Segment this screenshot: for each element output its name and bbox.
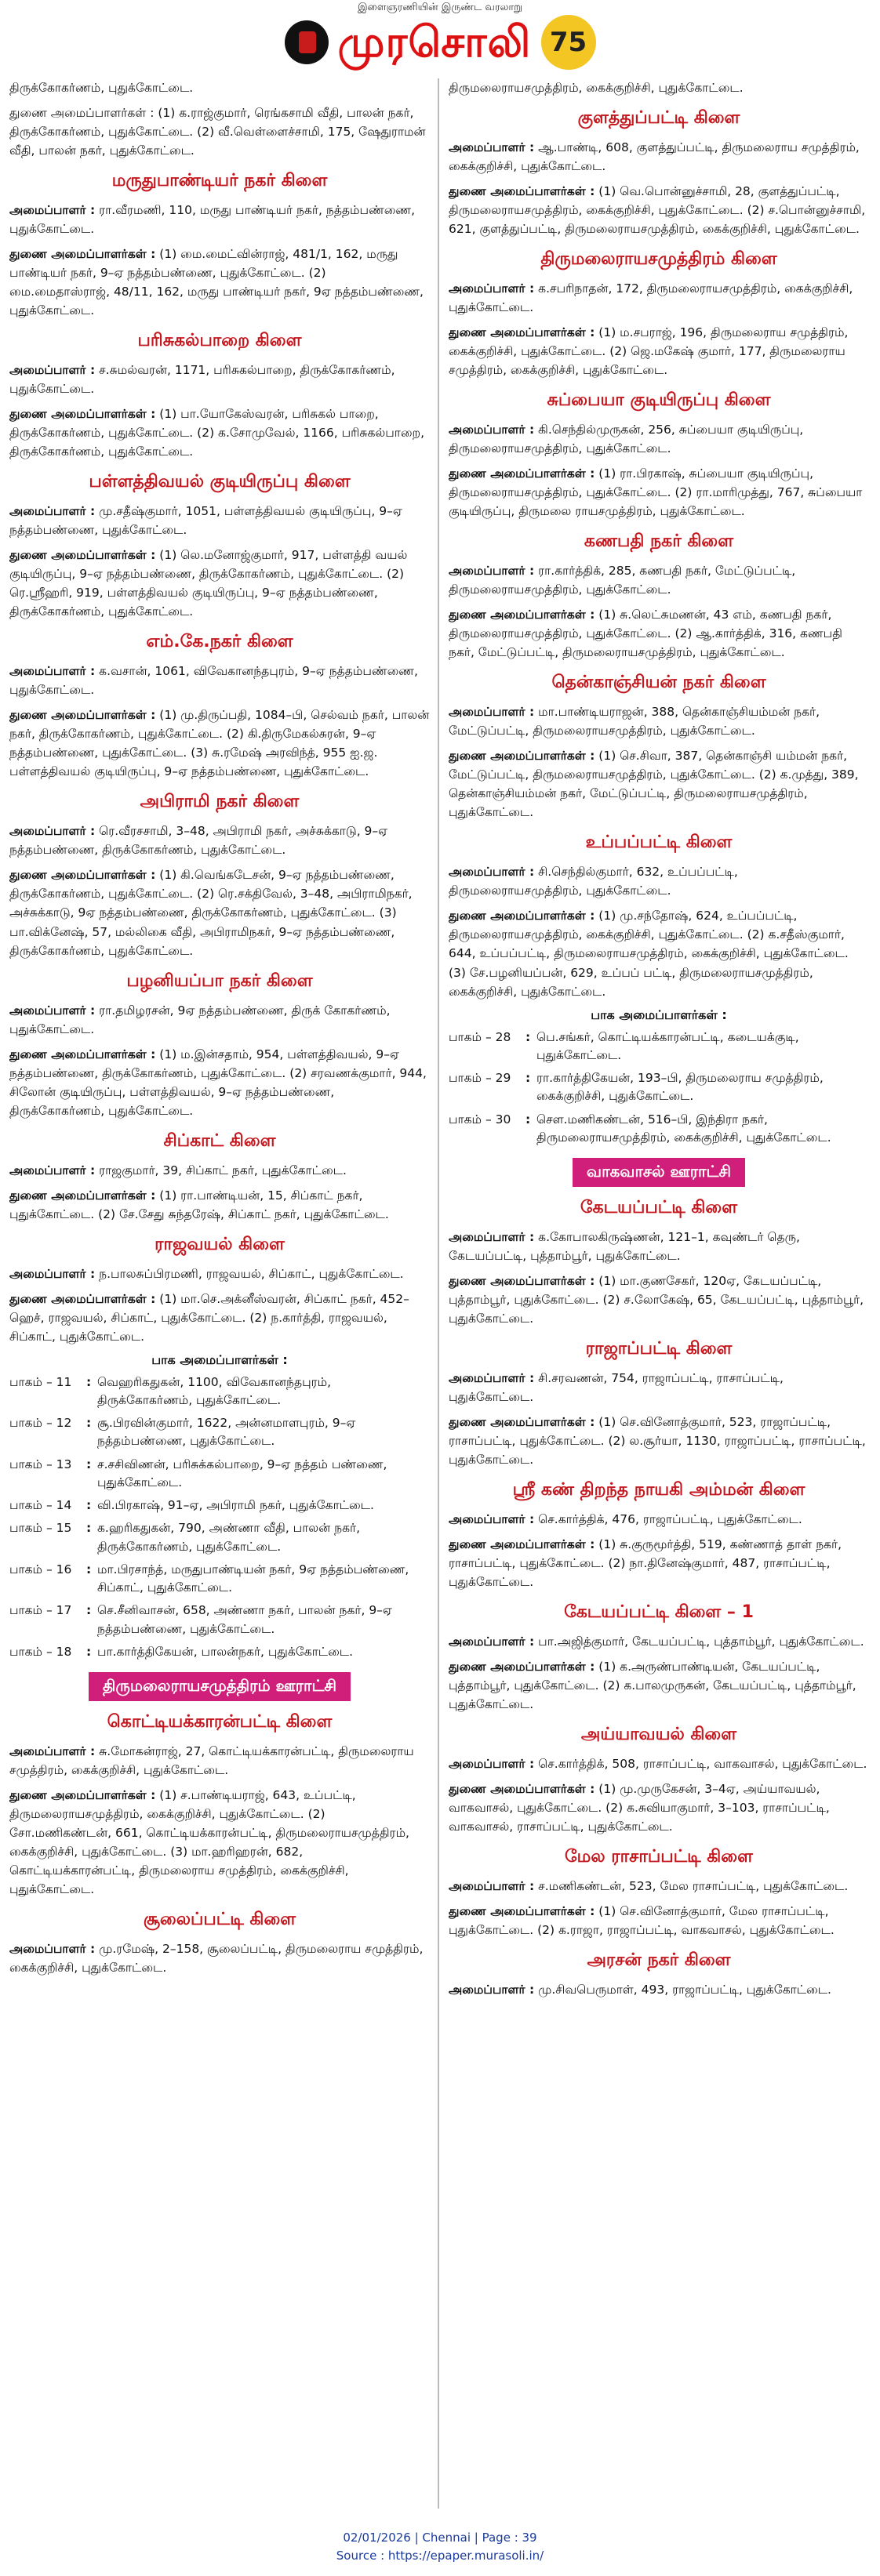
bearer-details: ரா.கார்த்திக், 285, கணபதி நகர், மேட்டுப்பட்டி, திருமலைராயசமுத்திரம், புதுக்கோட்டை.: [449, 564, 796, 597]
ward-number: பாகம் – 18: [9, 1644, 72, 1659]
bearer-details: க.கோபாலகிருஷ்ணன், 121–1, கவுண்டர் தெரு, கேடயப்பட்டி, புத்தாம்பூர், புதுக்கோட்டை.: [449, 1230, 800, 1264]
office-bearer-entry: [449, 1228, 869, 1265]
bearer-details: (1) கி.வெங்கடேசன், 9–ஏ நத்தம்பண்ணை, திருக்கோகர்ணம், புதுக்கோட்டை. (2) ரெ.சக்திவேல், 3–48, அபிராமிநகர், அச்சுக்காடு, 9ஏ நத்தம்பண்ணை, திருக்கோகர்ணம், புதுக்கோட்டை. (3) பா.விக்னேஷ், 57, மல்லிகை வீதி, அபிராமிநகர், 9–ஏ நத்தம்பண்ணை, திருக்கோகர்ணம், புதுக்கோட்டை.: [9, 868, 413, 958]
role-label: துணை அமைப்பாளர்கள் :: [449, 1274, 595, 1289]
role-label: அமைப்பாளர் :: [449, 1757, 535, 1772]
office-bearer-entry: [449, 1780, 869, 1836]
left-column: [9, 78, 430, 2509]
bearer-details: சி.சரவணன், 754, ராஜாப்பட்டி, ராசாப்பட்டி, புதுக்கோட்டை.: [449, 1371, 784, 1405]
branch-heading: குளத்துப்பட்டி கிளை: [577, 108, 740, 129]
role-label: துணை அமைப்பாளர்கள் :: [9, 868, 156, 883]
ward-organiser: ச.சசிவிணன், பரிசுக்கல்பாறை, 9–ஏ நத்தம் பண்ணை, புதுக்கோட்டை.: [97, 1457, 387, 1489]
office-bearer-entry: [449, 1902, 869, 1939]
bearer-details: மா.பாண்டியராஜன், 388, தென்காஞ்சியம்மன் நகர், மேட்டுப்பட்டி, திருமலைராயசமுத்திரம், புதுக்கோட்டை.: [449, 705, 820, 738]
bearer-details: ராஜகுமார், 39, சிப்காட் நகர், புதுக்கோட்டை.: [99, 1163, 347, 1177]
bearer-details: ந.பாலசுப்பிரமணி, ராஜவயல், சிப்காட், புதுக்கோட்டை.: [99, 1266, 404, 1281]
ward-organiser: செ.சீனிவாசன், 658, அண்ணா நகர், பாலன் நகர், 9–ஏ நத்தம்பண்ணை, புதுக்கோட்டை.: [97, 1603, 392, 1636]
office-bearer-entry: [9, 546, 430, 621]
ward-organiser: மா.பிரசாந்த், மருதுபாண்டியன் நகர், 9ஏ நத்தம்பண்ணை, சிப்காட், புதுக்கோட்டை.: [97, 1562, 409, 1595]
office-bearer-entry: [9, 201, 430, 238]
ward-number: பாகம் – 15: [9, 1521, 72, 1536]
ward-organiser: வி.பிரகாஷ், 91–ஏ, அபிராமி நகர், புதுக்கோட்டை.: [97, 1498, 374, 1513]
office-bearer-entry: [9, 1742, 430, 1780]
office-bearer-entry: [449, 906, 869, 1000]
role-label: அமைப்பாளர் :: [9, 1942, 96, 1957]
office-bearer-entry: [9, 822, 430, 859]
office-bearer-entry: [9, 1045, 430, 1120]
role-label: துணை அமைப்பாளர்கள் :: [449, 1782, 595, 1797]
role-label: துணை அமைப்பாளர்கள் :: [9, 247, 156, 262]
bearer-details: (1) ம.இன்சதாம், 954, பள்ளத்திவயல், 9–ஏ நத்தம்பண்ணை, திருக்கோகர்ணம், புதுக்கோட்டை. (2) சரவணக்குமார், 944, சிலோன் குடியிருப்பு, பள்ளத்திவயல், 9–ஏ நத்தம்பண்ணை, திருக்கோகர்ணம், புதுக்கோட்டை.: [9, 1047, 427, 1118]
masthead-logo-group: [285, 15, 596, 70]
ward-row: [449, 1111, 869, 1148]
ward-number: பாகம் – 14: [9, 1498, 72, 1513]
ward-row: [9, 1497, 430, 1515]
role-label: துணை அமைப்பாளர்கள் :: [9, 407, 156, 422]
masthead-tagline: இளைஞரணியின் இருண்ட வரலாறு: [357, 2, 523, 13]
role-label: அமைப்பாளர் :: [449, 1512, 535, 1527]
panchayat-banner: [449, 1158, 869, 1187]
branch-heading: அபிராமி நகர் கிளை: [140, 792, 300, 812]
office-bearer-entry: [449, 279, 869, 317]
branch-heading: ராஜாப்பட்டி கிளை: [585, 1339, 733, 1359]
bearer-details: (1) செ.சிவா, 387, தென்காஞ்சி யம்மன் நகர், மேட்டுப்பட்டி, திருமலைராயசமுத்திரம், புதுக்கோட்டை. (2) க.முத்து, 389, தென்காஞ்சியம்மன் நகர், மேட்டுப்பட்டி, திருமலைராயசமுத்திரம், புதுக்கோட்டை.: [449, 749, 859, 820]
role-label: துணை அமைப்பாளர்கள் :: [449, 1660, 595, 1674]
bearer-details: பா.அஜித்குமார், கேடயப்பட்டி, புத்தாம்பூர், புதுக்கோட்டை.: [538, 1634, 864, 1649]
role-label: அமைப்பாளர் :: [449, 1879, 535, 1894]
office-bearer-entry: [449, 323, 869, 379]
office-bearer-entry: [9, 1161, 430, 1180]
role-label: அமைப்பாளர் :: [449, 423, 535, 437]
role-label: அமைப்பாளர் :: [9, 203, 96, 218]
role-label: துணை அமைப்பாளர்கள் :: [9, 548, 156, 563]
ward-separator: :: [86, 1521, 92, 1536]
ward-separator: :: [86, 1457, 92, 1471]
bearer-details: ஆ.பாண்டி, 608, குளத்துப்பட்டி, திருமலைராய சமுத்திரம், கைக்குறிச்சி, புதுக்கோட்டை.: [449, 140, 860, 174]
office-bearer-entry: [449, 1754, 869, 1773]
page-footer: [0, 2529, 880, 2564]
footer-date-line: 02/01/2026 | Chennai | Page : 39: [343, 2531, 537, 2545]
ward-row: [9, 1373, 430, 1410]
ward-organiser: க.ஹரிகதுகன், 790, அண்ணா வீதி, பாலன் நகர், திருக்கோகர்ணம், புதுக்கோட்டை.: [97, 1521, 361, 1554]
role-label: துணை அமைப்பாளர்கள் :: [449, 909, 595, 923]
office-bearer-entry: [449, 420, 869, 458]
bearer-details: (1) மு.திருப்பதி, 1084–பி, செல்வம் நகர், பாலன் நகர், திருக்கோகர்ணம், புதுக்கோட்டை. (2) கி.திருமேகல்சுரன், 9–ஏ நத்தம்பண்ணை, புதுக்கோட்டை. (3) சு.ரமேஷ் அரவிந்த், 955 ஐ.ஜ. பள்ளத்திவயல் குடியிருப்பு, 9–ஏ நத்தம்பண்ணை, புதுக்கோட்டை.: [9, 708, 430, 779]
bearer-details: (1) சு.குருமூர்த்தி, 519, கண்ணாத் தாள் நகர், ராசாப்பட்டி, புதுக்கோட்டை. (2) நா.தினேஷ்குமார், 487, ராசாப்பட்டி, புதுக்கோட்டை.: [449, 1537, 842, 1590]
ward-row: [449, 1069, 869, 1106]
office-bearer-entry: [9, 706, 430, 781]
office-bearer-entry: [9, 1264, 430, 1283]
role-label: அமைப்பாளர் :: [9, 824, 96, 839]
role-label: அமைப்பாளர் :: [449, 1371, 535, 1386]
office-bearer-entry: [9, 245, 430, 320]
office-bearer-entry: [449, 1272, 869, 1328]
bearer-details: சு.மோகன்ராஜ், 27, கொட்டியக்காரன்பட்டி, திருமலைராய சமுத்திரம், கைக்குறிச்சி, புதுக்கோட்டை.: [9, 1744, 414, 1778]
ward-row: [9, 1414, 430, 1451]
office-bearer-entry: [9, 405, 430, 461]
bearer-details: (1) மு.சந்தோஷ், 624, உப்பப்பட்டி, திருமலைராயசமுத்திரம், கைக்குறிச்சி, புதுக்கோட்டை. (2) க.சதீஸ்குமார், 644, உப்பப்பட்டி, திருமலைராயசமுத்திரம், கைக்குறிச்சி, புதுக்கோட்டை. (3) சே.பழனியப்பன், 629, உப்பப் பட்டி, திருமலைராயசமுத்திரம், கைக்குறிச்சி, புதுக்கோட்டை.: [449, 909, 849, 999]
branch-heading: திருமலைராயசமுத்திரம் கிளை: [540, 249, 777, 270]
role-label: துணை அமைப்பாளர்கள் :: [9, 1291, 156, 1306]
office-bearer-entry: [9, 361, 430, 398]
branch-heading: மேல ராசாப்பட்டி கிளை: [565, 1847, 753, 1867]
branch-heading: கேடயப்பட்டி கிளை – 1: [564, 1602, 754, 1623]
role-label: அமைப்பாளர் :: [9, 1163, 96, 1177]
office-bearer-entry: [449, 1369, 869, 1406]
office-bearer-entry: [449, 1413, 869, 1469]
bearer-details: (1) பா.யோகேஸ்வரன், பரிசுகல் பாறை, திருக்கோகர்ணம், புதுக்கோட்டை. (2) க.சோமுவேல், 1166, பரிசுகல்பாறை, திருக்கோகர்ணம், புதுக்கோட்டை.: [9, 407, 424, 459]
bearer-details: க.வசான், 1061, விவேகானந்தபுரம், 9–ஏ நத்தம்பண்ணை, புதுக்கோட்டை.: [9, 664, 418, 698]
office-bearer-entry: [449, 561, 869, 599]
role-label: துணை அமைப்பாளர்கள் :: [449, 1537, 595, 1552]
role-label: துணை அமைப்பாளர்கள் :: [449, 466, 595, 481]
panchayat-banner-label: திருமலைராயசமுத்திரம் ஊராட்சி: [89, 1672, 351, 1701]
role-label: அமைப்பாளர் :: [9, 1744, 96, 1759]
ward-organiser: பா.கார்த்திகேயன், பாலன்நகர், புதுக்கோட்டை.: [97, 1644, 354, 1659]
branch-heading: மருதுபாண்டியர் நகர் கிளை: [111, 171, 328, 191]
bearer-details: (1) லெ.மனோஜ்குமார், 917, பள்ளத்தி வயல் குடியிருப்பு, 9–ஏ நத்தம்பண்ணை, திருக்கோகர்ணம், புதுக்கோட்டை. (2) ரெ.ஸ்ரீஹரி, 919, பள்ளத்திவயல் குடியிருப்பு, 9–ஏ நத்தம்பண்ணை, திருக்கோகர்ணம், புதுக்கோட்டை.: [9, 548, 408, 619]
role-label: அமைப்பாளர் :: [9, 664, 96, 679]
office-bearer-entry: [9, 1290, 430, 1346]
role-label: அமைப்பாளர் :: [9, 1003, 96, 1018]
bearer-details: (1) க.அருண்பாண்டியன், கேடயப்பட்டி, புத்தாம்பூர், புதுக்கோட்டை. (2) க.பாலமுருகன், கேடயப்பட்டி, புத்தாம்பூர், புதுக்கோட்டை.: [449, 1660, 856, 1712]
bearer-details: சி.செந்தில்குமார், 632, உப்பப்பட்டி, திருமலைராயசமுத்திரம், புதுக்கோட்டை.: [449, 865, 738, 898]
bearer-details: ச.மணிகண்டன், 523, மேல ராசாப்பட்டி, புதுக்கோட்டை.: [538, 1879, 849, 1894]
ward-separator: :: [86, 1498, 92, 1513]
branch-heading: உப்பப்பட்டி கிளை: [585, 833, 733, 853]
newspaper-logo: முரசொலி: [337, 17, 532, 67]
right-column: [449, 78, 869, 2509]
party-emblem-icon: [285, 20, 329, 64]
bearer-details: (1) ம.சபராஜ், 196, திருமலைராய சமுத்திரம், கைக்குறிச்சி, புதுக்கோட்டை. (2) ஜெ.மகேஷ் குமார், 177, திருமலைராய சமுத்திரம், கைக்குறிச்சி, புதுக்கோட்டை.: [449, 325, 849, 378]
branch-heading: சூலைப்பட்டி கிளை: [143, 1910, 296, 1930]
bearer-details: செ.கார்த்திக், 476, ராஜாப்பட்டி, புதுக்கோட்டை.: [538, 1512, 802, 1527]
ward-organiser: வெஹரிகதுகன், 1100, விவேகானந்தபுரம், திருக்கோகர்ணம், புதுக்கோட்டை.: [97, 1374, 332, 1407]
branch-heading: கணபதி நகர் கிளை: [584, 532, 734, 552]
ward-row: [449, 1029, 869, 1065]
role-label: துணை அமைப்பாளர்கள் :: [449, 325, 595, 340]
branch-heading: அய்யாவயல் கிளை: [580, 1725, 737, 1745]
office-bearer-entry: [9, 1001, 430, 1039]
office-bearer-entry: [9, 502, 430, 539]
ward-separator: :: [86, 1416, 92, 1431]
branch-heading: எம்.கே.நகர் கிளை: [146, 632, 293, 652]
bearer-details: ரா.தமிழரசன், 9ஏ நத்தம்பண்ணை, திருக் கோகர்ணம், புதுக்கோட்டை.: [9, 1003, 391, 1036]
role-label: துணை அமைப்பாளர்கள் :: [449, 749, 595, 764]
office-bearer-entry: [9, 662, 430, 699]
ward-separator: :: [86, 1644, 92, 1659]
role-label: துணை அமைப்பாளர்கள் :: [9, 1788, 156, 1803]
anniversary-badge: 75: [541, 15, 596, 70]
bearer-details: கி.செந்தில்முருகன், 256, சுப்பையா குடியிருப்பு, திருமலைராயசமுத்திரம், புதுக்கோட்டை.: [449, 423, 804, 456]
ward-row: [9, 1643, 430, 1661]
bearer-details: ரா.வீரமணி, 110, மருது பாண்டியர் நகர், நத்தம்பண்ணை, புதுக்கோட்டை.: [9, 203, 416, 237]
role-label: துணை அமைப்பாளர்கள் :: [9, 708, 156, 723]
ward-separator: :: [86, 1603, 92, 1618]
role-label: துணை அமைப்பாளர்கள் :: [449, 1904, 595, 1919]
branch-heading: தென்காஞ்சியன் நகர் கிளை: [551, 673, 766, 693]
role-label: அமைப்பாளர் :: [9, 1266, 96, 1281]
office-bearer-entry: [449, 1632, 869, 1651]
bearer-details: (1) மை.மைட்வின்ராஜ், 481/1, 162, மருது பாண்டியர் நகர், 9–ஏ நத்தம்பண்ணை, புதுக்கோட்டை. (2) மை.மைதாஸ்ராஜ், 48/11, 162, மருது பாண்டியர் நகர், 9ஏ நத்தம்பண்ணை, புதுக்கோட்டை.: [9, 247, 424, 318]
masthead: [0, 0, 880, 75]
office-bearer-entry: [449, 1877, 869, 1896]
panchayat-banner: [9, 1672, 430, 1701]
role-label: துணை அமைப்பாளர்கள் :: [9, 1188, 156, 1203]
continued-text: திருக்கோகர்ணம், புதுக்கோட்டை.: [9, 81, 194, 95]
role-label: துணை அமைப்பாளர்கள் :: [449, 184, 595, 199]
ward-number: பாகம் – 17: [9, 1603, 72, 1618]
office-bearer-entry: [449, 1980, 869, 1999]
role-label: அமைப்பாளர் :: [449, 281, 535, 296]
office-bearer-entry: [449, 746, 869, 822]
continued-text: திருமலைராயசமுத்திரம், கைக்குறிச்சி, புதுக்கோட்டை.: [449, 81, 744, 95]
office-bearer-entry: [449, 605, 869, 662]
branch-heading: பள்ளத்திவயல் குடியிருப்பு கிளை: [89, 472, 351, 492]
role-label: அமைப்பாளர் :: [449, 865, 535, 880]
role-label: அமைப்பாளர் :: [9, 363, 96, 378]
office-bearer-entry: [449, 182, 869, 238]
ward-number: பாகம் – 29: [449, 1071, 511, 1086]
branch-heading: பழனியப்பா நகர் கிளை: [126, 971, 313, 991]
role-label: அமைப்பாளர் :: [449, 705, 535, 720]
bearer-details: (1) ச.பாண்டியராஜ், 643, உப்பட்டி, திருமலைராயசமுத்திரம், கைக்குறிச்சி, புதுக்கோட்டை. (2) சோ.மணிகண்டன், 661, கொட்டியக்காரன்பட்டி, திருமலைராயசமுத்திரம், கைக்குறிச்சி, புதுக்கோட்டை. (3) மா.ஹரிஹரன், 682, கொட்டியக்காரன்பட்டி, திருமலைராய சமுத்திரம், கைக்குறிச்சி, புதுக்கோட்டை.: [9, 1788, 409, 1897]
role-label: அமைப்பாளர் :: [449, 1230, 535, 1245]
ward-separator: :: [86, 1562, 92, 1576]
ward-organisers-heading: பாக அமைப்பாளர்கள் :: [591, 1007, 727, 1022]
ward-organiser: சௌ.மணிகண்டன், 516–பி, இந்திரா நகர், திருமலைராயசமுத்திரம், கைக்குறிச்சி, புதுக்கோட்டை.: [536, 1112, 831, 1145]
office-bearer-entry: [449, 138, 869, 176]
role-label: அமைப்பாளர் :: [449, 140, 535, 155]
ward-row: [9, 1561, 430, 1598]
ward-number: பாகம் – 12: [9, 1416, 72, 1431]
role-label: அமைப்பாளர் :: [449, 564, 535, 579]
office-bearer-entry: [449, 1510, 869, 1529]
ward-number: பாகம் – 30: [449, 1112, 511, 1127]
role-label: அமைப்பாளர் :: [449, 1983, 535, 1997]
office-bearer-entry: [449, 1535, 869, 1591]
bearer-details: (1) செ.வினோத்குமார், மேல ராசாப்பட்டி, புதுக்கோட்டை. (2) க.ராஜா, ராஜாப்பட்டி, வாகவாசல், புதுக்கோட்டை.: [449, 1904, 835, 1938]
ward-separator: :: [525, 1071, 531, 1086]
ward-organiser: பெ.சங்கர், கொட்டியக்காரன்பட்டி, கடையக்குடி, புதுக்கோட்டை.: [536, 1029, 799, 1062]
ward-separator: :: [525, 1112, 531, 1127]
bearer-details: (1) ரா.பிரகாஷ், சுப்பையா குடியிருப்பு, திருமலைராயசமுத்திரம், புதுக்கோட்டை. (2) ரா.மாரிமுத்து, 767, சுப்பையா குடியிருப்பு, திருமலை ராயசமுத்திரம், புதுக்கோட்டை.: [449, 466, 863, 519]
bearer-details: ச.சுமல்வரன், 1171, பரிசுகல்பாறை, திருக்கோகர்ணம், புதுக்கோட்டை.: [9, 363, 395, 397]
office-bearer-entry: [9, 1786, 430, 1899]
ward-row: [9, 1456, 430, 1493]
ward-organisers-heading: பாக அமைப்பாளர்கள் :: [151, 1351, 288, 1367]
branch-heading: ஸ்ரீ கண் திறந்த நாயகி அம்மன் கிளை: [512, 1480, 805, 1500]
branch-heading: பரிசுகல்பாறை கிளை: [137, 331, 302, 351]
ward-number: பாகம் – 13: [9, 1457, 72, 1471]
bearer-details: மு.சிவபெருமாள், 493, ராஜாப்பட்டி, புதுக்கோட்டை.: [538, 1983, 831, 1997]
branch-heading: கேடயப்பட்டி கிளை: [580, 1198, 738, 1218]
role-label: துணை அமைப்பாளர்கள் :: [449, 608, 595, 622]
role-label: துணை அமைப்பாளர்கள் :: [449, 1415, 595, 1430]
ward-row: [9, 1602, 430, 1638]
bearer-details: மு.ரமேஷ், 2–158, சூலைப்பட்டி, திருமலைராய சமுத்திரம், கைக்குறிச்சி, புதுக்கோட்டை.: [9, 1942, 424, 1976]
bearer-details: (1) வெ.பொன்னுச்சாமி, 28, குளத்துப்பட்டி, திருமலைராயசமுத்திரம், கைக்குறிச்சி, புதுக்கோட்டை. (2) ச.பொன்னுச்சாமி, 621, குளத்துப்பட்டி, திருமலைராயசமுத்திரம், கைக்குறிச்சி, புதுக்கோட்டை.: [449, 184, 866, 237]
bearer-details: (1) மு.முருகேசன், 3–4ஏ, அய்யாவயல், வாகவாசல், புதுக்கோட்டை. (2) க.சுவியாகுமார், 3–103, ராசாப்பட்டி, வாகவாசல், ராசாப்பட்டி, புதுக்கோட்டை.: [449, 1782, 830, 1834]
footer-source-line: Source : https://epaper.murasoli.in/: [336, 2548, 544, 2563]
ward-number: பாகம் – 11: [9, 1374, 72, 1389]
bearer-details: க.சபரிநாதன், 172, திருமலைராயசமுத்திரம், கைக்குறிச்சி, புதுக்கோட்டை.: [449, 281, 853, 315]
ward-separator: :: [525, 1029, 531, 1044]
bearer-details: (1) மா.செ.அக்னீஸ்வரன், சிப்காட் நகர், 452–ஹெச், ராஜவயல், சிப்காட், புதுக்கோட்டை. (2) ந.கார்த்தி, ராஜவயல், சிப்காட், புதுக்கோட்டை.: [9, 1291, 409, 1344]
panchayat-banner-label: வாகவாசல் ஊராட்சி: [573, 1158, 745, 1187]
ward-organiser: சூ.பிரவின்குமார், 1622, அன்னமாளபுரம், 9–ஏ நத்தம்பண்ணை, புதுக்கோட்டை.: [97, 1416, 356, 1449]
bearer-details: (1) மா.குணசேகர், 120ஏ, கேடயப்பட்டி, புத்தாம்பூர், புதுக்கோட்டை. (2) ச.லோகேஷ், 65, கேடயப்பட்டி, புத்தாம்பூர், புதுக்கோட்டை.: [449, 1274, 864, 1326]
office-bearer-entry: [449, 702, 869, 740]
bearer-details: (1) சு.லெட்சுமணன், 43 எம், கணபதி நகர், திருமலைராயசமுத்திரம், புதுக்கோட்டை. (2) ஆ.கார்த்திக், 316, கணபதி நகர், மேட்டுப்பட்டி, திருமலைராயசமுத்திரம், புதுக்கோட்டை.: [449, 608, 842, 660]
continued-text: துணை அமைப்பாளர்கள் : (1) க.ராஜ்குமார், ரெங்கசாமி வீதி, பாலன் நகர், திருக்கோகர்ணம், புதுக்கோட்டை. (2) வீ.வெள்ளைச்சாமி, 175, ஷேதுராமன் வீதி, பாலன் நகர், புதுக்கோட்டை.: [9, 106, 426, 158]
office-bearer-entry: [9, 865, 430, 960]
branch-heading: சுப்பையா குடியிருப்பு கிளை: [547, 390, 771, 411]
branch-heading: அரசன் நகர் கிளை: [587, 1950, 731, 1971]
ward-row: [9, 1519, 430, 1556]
office-bearer-entry: [449, 464, 869, 521]
branch-heading: ராஜவயல் கிளை: [155, 1234, 285, 1254]
office-bearer-entry: [449, 862, 869, 900]
office-bearer-entry: [9, 1186, 430, 1224]
office-bearer-entry: [9, 1939, 430, 1977]
bearer-details: செ.கார்த்திக், 508, ராசாப்பட்டி, வாகவாசல், புதுக்கோட்டை.: [538, 1757, 867, 1772]
bearer-details: ரெ.வீரசசாமி, 3–48, அபிராமி நகர், அச்சுக்காடு, 9–ஏ நத்தம்பண்ணை, திருக்கோகர்ணம், புதுக்கோட்டை.: [9, 824, 388, 858]
ward-organiser: ரா.கார்த்திகேயன், 193–பி, திருமலைராய சமுத்திரம், கைக்குறிச்சி, புதுக்கோட்டை.: [536, 1071, 824, 1104]
column-divider: [438, 78, 439, 2509]
role-label: துணை அமைப்பாளர்கள் :: [9, 1047, 156, 1061]
ward-number: பாகம் – 16: [9, 1562, 72, 1576]
bearer-details: மு.சதீஷ்குமார், 1051, பள்ளத்திவயல் குடியிருப்பு, 9–ஏ நத்தம்பண்ணை, புதுக்கோட்டை.: [9, 504, 402, 538]
branch-heading: கொட்டியக்காரன்பட்டி கிளை: [107, 1712, 333, 1732]
bearer-details: (1) ரா.பாண்டியன், 15, சிப்காட் நகர், புதுக்கோட்டை. (2) சே.சேது சுந்தரேஷ், சிப்காட் நகர், புதுக்கோட்டை.: [9, 1188, 389, 1221]
ward-separator: :: [86, 1374, 92, 1389]
branch-heading: சிப்காட் கிளை: [163, 1130, 276, 1151]
bearer-details: (1) செ.வினோத்குமார், 523, ராஜாப்பட்டி, ராசாப்பட்டி, புதுக்கோட்டை. (2) ல.சூர்யா, 1130, ராஜாப்பட்டி, ராசாப்பட்டி, புதுக்கோட்டை.: [449, 1415, 866, 1468]
office-bearer-entry: [449, 1657, 869, 1714]
role-label: அமைப்பாளர் :: [449, 1634, 535, 1649]
role-label: அமைப்பாளர் :: [9, 504, 96, 519]
ward-number: பாகம் – 28: [449, 1029, 511, 1044]
